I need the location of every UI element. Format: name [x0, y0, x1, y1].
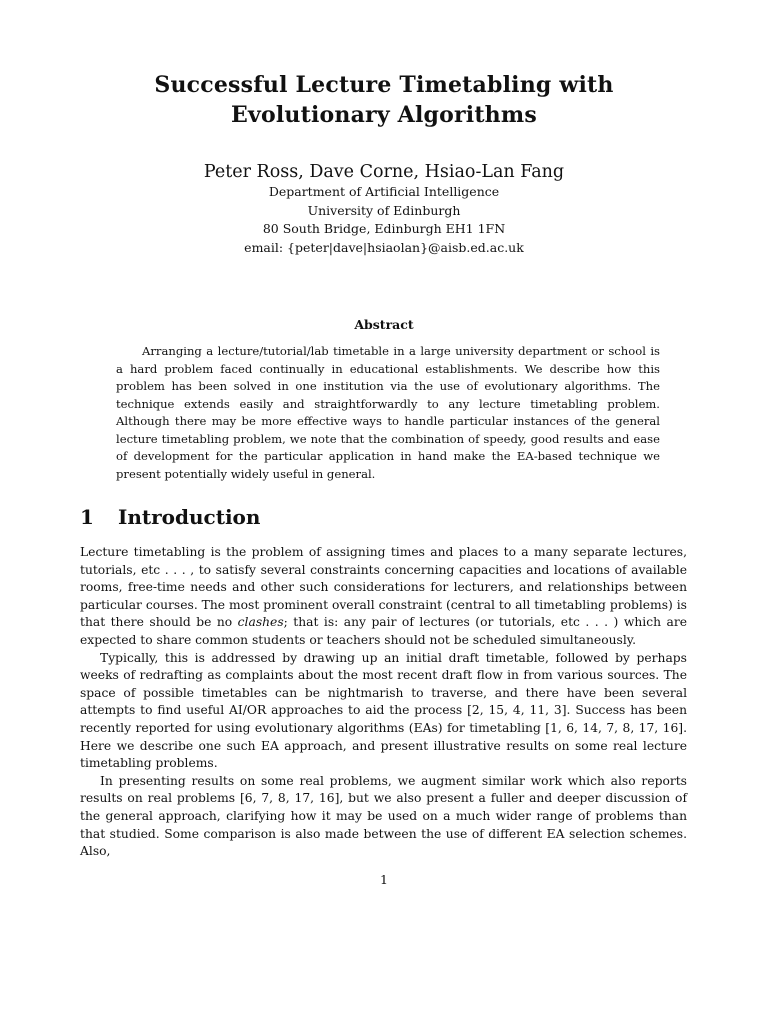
title-line-2: Evolutionary Algorithms — [231, 102, 537, 128]
paragraph-1-part-b: ; that is: any pair of lectures (or tutorials, etc . . . ) which are expected to share common students or teachers should not be scheduled simultaneously. — [80, 615, 687, 647]
title-line-1: Successful Lecture Timetabling with — [154, 72, 614, 98]
body-text — [80, 544, 687, 861]
affiliation-department: Department of Artificial Intelligence — [268, 184, 500, 199]
paragraph-3: In presenting results on some real problems, we augment similar work which also reports results on real problems [6, 7, 8, 17, 16], but we also present a fuller and deeper discussion of the general approach, clarifying how it may be used on a much wider range of problems than that studied. Some comparison is also made between the use of different EA selection schemes. Also, — [80, 773, 687, 859]
paragraph-1-emphasis: clashes — [237, 615, 284, 630]
affiliation-block — [80, 183, 688, 257]
section-number: 1 — [80, 505, 94, 529]
paragraph-1 — [80, 544, 687, 650]
author-list: Peter Ross, Dave Corne, Hsiao-Lan Fang — [203, 162, 565, 182]
section-heading — [80, 504, 688, 530]
affiliation-university: University of Edinburgh — [307, 202, 461, 218]
affiliation-email: email: {peter|dave|hsiaolan}@aisb.ed.ac.uk — [244, 239, 524, 255]
affiliation-address: 80 South Bridge, Edinburgh EH1 1FN — [262, 221, 506, 236]
section-title: Introduction — [118, 505, 261, 529]
paragraph-2: Typically, this is addressed by drawing up an initial draft timetable, followed by perhaps weeks of redrafting as complaints about the most recent draft flow in from various sources. The space of possible timetables can be nightmarish to traverse, and there have been several attempts to find useful AI/OR approaches to aid the process [2, 15, 4, 11, 3]. Success has been recently reported for using evolutionary algorithms (EAs) for timetabling [1, 6, 14, 7, 8, 17, 16]. Here we describe one such EA approach, and present illustrative results on some real lecture timetabling problems. — [80, 650, 687, 771]
paper-title — [80, 70, 688, 130]
abstract-heading: Abstract — [354, 317, 414, 332]
paragraph-1-part-a: Lecture timetabling is the problem of assigning times and places to a many separate lectures, tutorials, etc . . . , to satisfy several constraints concerning capacities and locations of available rooms, free-time needs and other such considerations for lecturers, and relationships between particular courses. The most prominent overall constraint (central to all timetabling problems) is that there should be no — [80, 545, 687, 630]
abstract-text: Arranging a lecture/tutorial/lab timetable in a large university department or school is a hard problem faced continually in educational establishments. We describe how this problem has been solved in one institution via the use of evolutionary algorithms. The technique extends easily and straightforwardly to any lecture timetabling problem. Although there may be more effective ways to handle particular instances of the general lecture timetabling problem, we note that the combination of speedy, good results and ease of development for the particular application in hand make the EA-based technique we present potentially widely useful in general. — [116, 344, 660, 481]
page-number: 1 — [380, 872, 388, 887]
